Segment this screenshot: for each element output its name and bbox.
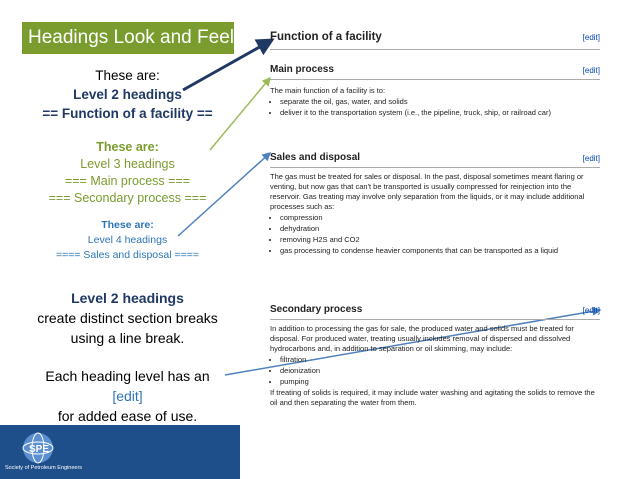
list-item: • pumping	[280, 377, 600, 387]
level2-label: Level 2 headings	[73, 87, 182, 102]
level3-syntax-main: === Main process ===	[64, 174, 191, 188]
heading-sales-text: Sales and disposal	[270, 152, 361, 163]
heading-secondary	[270, 304, 600, 320]
list-item: • deliver it to the transportation system (i.e., the pipeline, truck, ship, or railroad car)	[280, 108, 600, 118]
level4-label: Level 4 headings	[87, 234, 168, 246]
list-item: • deionization	[280, 366, 600, 376]
logo-caption: Society of Petroleum Engineers	[5, 465, 83, 471]
level4-syntax: ==== Sales and disposal ====	[55, 249, 200, 261]
list-item: • dehydration	[280, 224, 600, 234]
note2-line1: Each heading level has an	[45, 368, 210, 384]
edit-link-sales[interactable]: [edit]	[582, 154, 600, 163]
heading-function-text: Function of a facility	[270, 31, 382, 43]
heading-function	[270, 31, 600, 50]
arrow-level3	[210, 78, 270, 150]
logo-letters: SPE	[29, 444, 50, 455]
list-item: • gas processing to condense heavier components that can be transported as a liquid	[280, 246, 600, 256]
main-intro: The main function of a facility is to:	[270, 86, 386, 95]
sales-body	[270, 172, 600, 257]
arrow-level2	[183, 40, 272, 90]
edit-link-function[interactable]: [edit]	[582, 33, 600, 42]
heading-secondary-text: Secondary process	[270, 304, 363, 315]
note2-line3: for added ease of use.	[57, 408, 198, 424]
level4-intro: These are:	[101, 219, 154, 231]
note1-body2: using a line break.	[70, 330, 185, 346]
level3-intro: These are:	[96, 140, 159, 154]
secondary-footer: If treating of solids is required, it may include water washing and agitating the solids to remove the oil and then separating the water from them.	[270, 388, 595, 407]
main-process-body	[270, 86, 600, 119]
list-item: • compression	[280, 213, 600, 223]
note2-edit: [edit]	[112, 388, 143, 404]
heading-main-process	[270, 64, 600, 80]
secondary-text: In addition to processing the gas for sale, the produced water and solids must be treated for disposal. For produced water, treating usually includes removal of dispersed and dissolved hydrocarbons and, in addition to separation or oil skimming, may include:	[270, 324, 574, 353]
level2-intro: These are:	[95, 68, 160, 83]
secondary-body	[270, 324, 600, 408]
level3-label: Level 3 headings	[80, 157, 175, 171]
arrow-level4	[178, 153, 270, 236]
list-item: • removing H2S and CO2	[280, 235, 600, 245]
level3-syntax-secondary: === Secondary process ===	[48, 191, 207, 205]
level2-syntax: == Function of a facility ==	[42, 106, 213, 121]
note1-body: create distinct section breaks	[37, 310, 218, 326]
sales-text: The gas must be treated for sales or disposal. In the past, disposal sometimes meant flaring or venting, but now gas that can't be transported is usually compressed for reinjection into the reservoir. Gas treating may involve only separation from the liquids, or it may include additional processes such as:	[270, 172, 585, 211]
heading-sales	[270, 152, 600, 168]
heading-main-text: Main process	[270, 64, 334, 75]
list-item: • separate the oil, gas, water, and solids	[280, 97, 600, 107]
edit-link-main[interactable]: [edit]	[582, 66, 600, 75]
list-item: • filtration	[280, 355, 600, 365]
slide-title: Headings Look and Feel	[22, 22, 234, 54]
edit-link-secondary[interactable]: [edit]	[582, 306, 600, 315]
note1-title: Level 2 headings	[71, 290, 184, 306]
